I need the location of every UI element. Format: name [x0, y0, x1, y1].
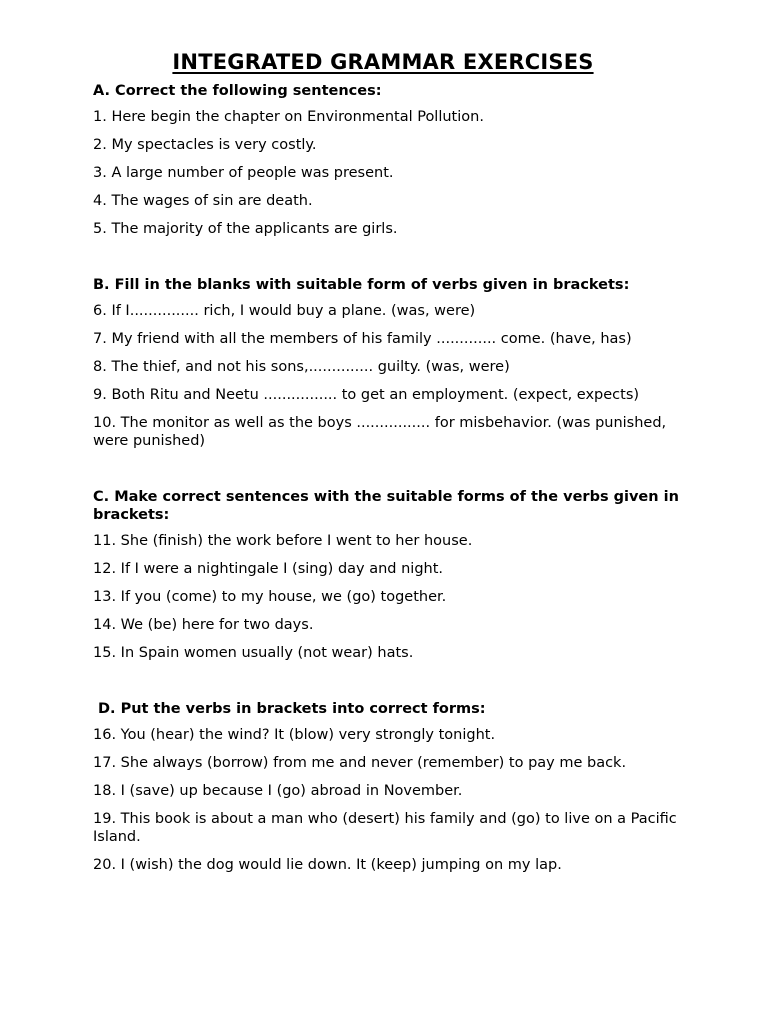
section-spacer — [93, 248, 683, 276]
exercise-item: 19. This book is about a man who (desert) his family and (go) to live on a Pacific Island. — [93, 811, 677, 845]
exercise-item: 1. Here begin the chapter on Environmental Pollution. — [93, 109, 484, 125]
exercise-item: 11. She (finish) the work before I went to her house. — [93, 533, 473, 549]
section-d — [93, 700, 683, 874]
exercise-item: 12. If I were a nightingale I (sing) day and night. — [93, 561, 444, 577]
exercise-item: 16. You (hear) the wind? It (blow) very strongly tonight. — [93, 727, 496, 743]
section-b-heading: B. Fill in the blanks with suitable form of verbs given in brackets: — [93, 277, 630, 293]
exercise-item: 2. My spectacles is very costly. — [93, 137, 317, 153]
exercise-item: 8. The thief, and not his sons,.............. guilty. (was, were) — [93, 359, 510, 375]
section-spacer — [93, 460, 683, 488]
exercise-item: 7. My friend with all the members of his family ............. come. (have, has) — [93, 331, 632, 347]
worksheet-page — [93, 50, 683, 884]
section-spacer — [93, 672, 683, 700]
section-c — [93, 488, 683, 662]
exercise-item: 15. In Spain women usually (not wear) hats. — [93, 645, 414, 661]
exercise-item: 14. We (be) here for two days. — [93, 617, 314, 633]
section-a-heading: A. Correct the following sentences: — [93, 83, 382, 99]
exercise-item: 4. The wages of sin are death. — [93, 193, 313, 209]
exercise-item: 10. The monitor as well as the boys ................ for misbehavior. (was punished, were punished) — [93, 415, 667, 449]
exercise-item: 18. I (save) up because I (go) abroad in November. — [93, 783, 463, 799]
section-d-heading: D. Put the verbs in brackets into correct forms: — [98, 701, 486, 717]
exercise-item: 5. The majority of the applicants are girls. — [93, 221, 398, 237]
exercise-item: 20. I (wish) the dog would lie down. It (keep) jumping on my lap. — [93, 857, 562, 873]
section-b — [93, 276, 683, 450]
page-title: INTEGRATED GRAMMAR EXERCISES — [172, 50, 594, 74]
exercise-item: 17. She always (borrow) from me and never (remember) to pay me back. — [93, 755, 627, 771]
exercise-item: 9. Both Ritu and Neetu ................ to get an employment. (expect, expects) — [93, 387, 640, 403]
exercise-item: 13. If you (come) to my house, we (go) together. — [93, 589, 447, 605]
section-c-heading: C. Make correct sentences with the suitable forms of the verbs given in brackets: — [93, 489, 679, 523]
exercise-item: 6. If I............... rich, I would buy a plane. (was, were) — [93, 303, 476, 319]
exercise-item: 3. A large number of people was present. — [93, 165, 394, 181]
section-a — [93, 82, 683, 238]
